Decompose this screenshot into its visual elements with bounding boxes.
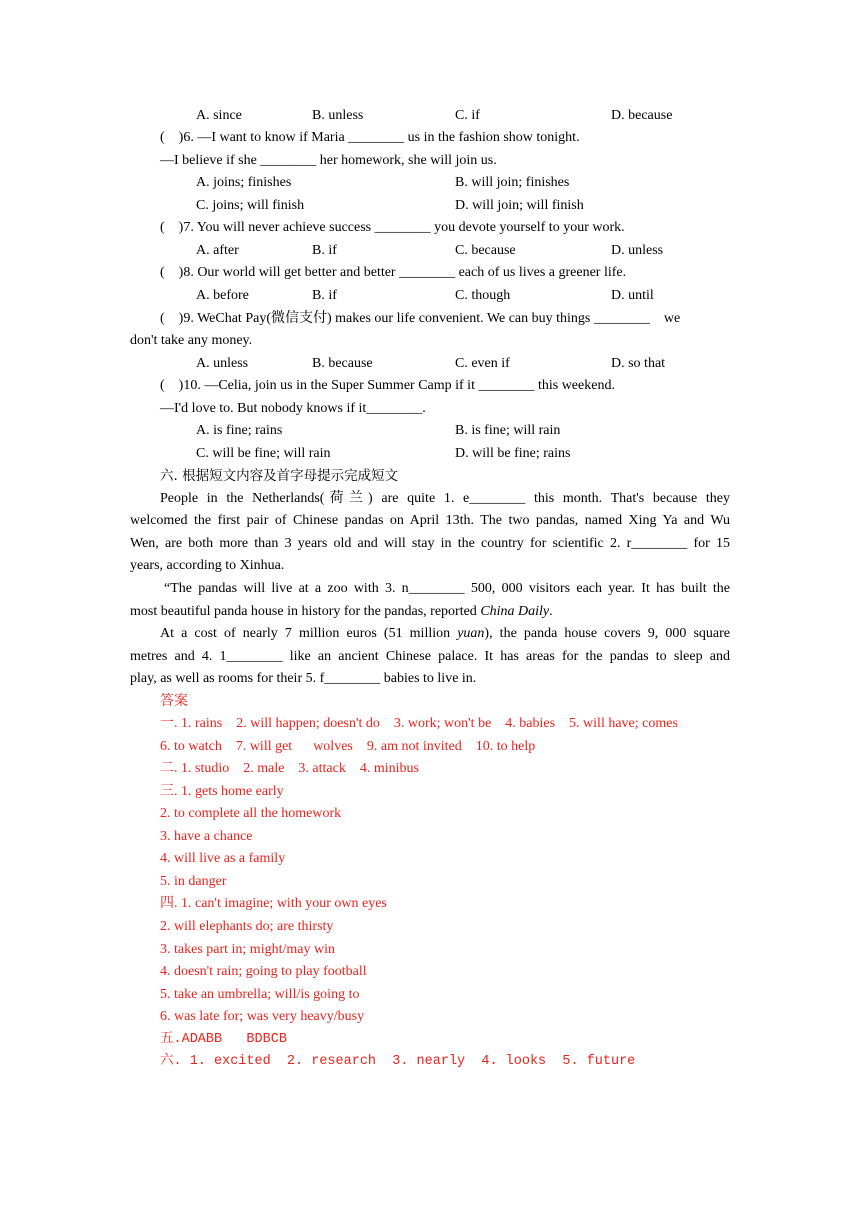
answer-line: 6. was late for; was very heavy/busy [160,1009,365,1024]
q10-option-d: D. will be fine; rains [455,446,571,461]
q10-stem-line2: —I'd love to. But nobody knows if it________. [160,401,426,416]
passage-p2-line2: most beautiful panda house in history for the pandas, reported China Daily. [130,604,553,619]
q7-option-b: B. if [312,243,337,258]
passage-p3-line1: At a cost of nearly 7 million euros (51 million yuan), the panda house covers 9, 000 square [160,626,730,641]
q7-option-a: A. after [196,243,239,258]
q5-option-d: D. because [611,108,673,123]
q5-option-b: B. unless [312,108,364,123]
q7-option-c: C. because [455,243,516,258]
answer-line: 二. 1. studio 2. male 3. attack 4. minibus [160,761,419,776]
answer-line: 四. 1. can't imagine; with your own eyes [160,896,387,911]
passage-p1-line1: People in the Netherlands(荷兰) are quite 1. e________ this month. That's because they [160,491,730,506]
answer-line: 一. 1. rains 2. will happen; doesn't do 3. work; won't be 4. babies 5. will have; comes [160,716,678,731]
passage-p1-line2: welcomed the first pair of Chinese pandas on April 13th. The two pandas, named Xing Ya and Wu [130,513,730,528]
answer-line: 2. will elephants do; are thirsty [160,919,334,934]
answer-line: 4. doesn't rain; going to play football [160,964,367,979]
q8-option-c: C. though [455,288,511,303]
section-six-heading: 六. 根据短文内容及首字母提示完成短文 [160,468,399,484]
q10-option-c: C. will be fine; will rain [196,446,331,461]
q5-option-a: A. since [196,108,242,123]
q8-option-d: D. until [611,288,654,303]
answer-line: 5. in danger [160,874,227,889]
passage-p2-line1: “The pandas will live at a zoo with 3. n________ 500, 000 visitors each year. It has built the [164,581,730,596]
passage-p3-line2: metres and 4. 1________ like an ancient Chinese palace. It has areas for the pandas to sleep and [130,649,730,664]
q10-option-b: B. is fine; will rain [455,423,561,438]
q10-option-a: A. is fine; rains [196,423,283,438]
answer-line-five: 五.ADABB BDBCB [160,1032,287,1047]
q8-stem: ( )8. Our world will get better and better ________ each of us lives a greener life. [160,265,627,280]
q7-option-d: D. unless [611,243,664,258]
passage-p3-line3: play, as well as rooms for their 5. f________ babies to live in. [130,671,477,686]
answer-line: 3. have a chance [160,829,253,844]
q8-option-a: A. before [196,288,249,303]
q9-option-b: B. because [312,356,373,371]
q6-stem-line2: —I believe if she ________ her homework, she will join us. [160,153,497,168]
q9-stem-line2: don't take any money. [130,333,253,348]
answer-line-six: 六. 1. excited 2. research 3. nearly 4. looks 5. future [160,1054,636,1069]
answers-title: 答案 [160,694,188,709]
passage-p1-line3: Wen, are both more than 3 years old and will stay in the country for scientific 2. r________ for 15 [130,536,730,551]
passage-p1-line4: years, according to Xinhua. [130,558,285,573]
q8-option-b: B. if [312,288,337,303]
q6-option-c: C. joins; will finish [196,198,305,213]
answer-line: 三. 1. gets home early [160,784,284,799]
q9-option-a: A. unless [196,356,249,371]
answer-line: 4. will live as a family [160,851,286,866]
q9-option-c: C. even if [455,356,510,371]
q10-stem: ( )10. —Celia, join us in the Super Summer Camp if it ________ this weekend. [160,378,615,393]
q9-stem: ( )9. WeChat Pay(微信支付) makes our life convenient. We can buy things ________ we [160,311,681,326]
q6-option-d: D. will join; will finish [455,198,584,213]
q6-stem: ( )6. —I want to know if Maria ________ us in the fashion show tonight. [160,130,580,145]
answer-line: 5. take an umbrella; will/is going to [160,987,360,1002]
currency-word: yuan [457,626,485,641]
q7-stem: ( )7. You will never achieve success ________ you devote yourself to your work. [160,220,625,235]
answer-line: 3. takes part in; might/may win [160,942,335,957]
answer-line: 6. to watch 7. will get wolves 9. am not invited 10. to help [160,739,536,754]
newspaper-title: China Daily [480,604,550,619]
q6-option-a: A. joins; finishes [196,175,292,190]
answer-line: 2. to complete all the homework [160,806,342,821]
q6-option-b: B. will join; finishes [455,175,570,190]
q9-option-d: D. so that [611,356,666,371]
q5-option-c: C. if [455,108,480,123]
